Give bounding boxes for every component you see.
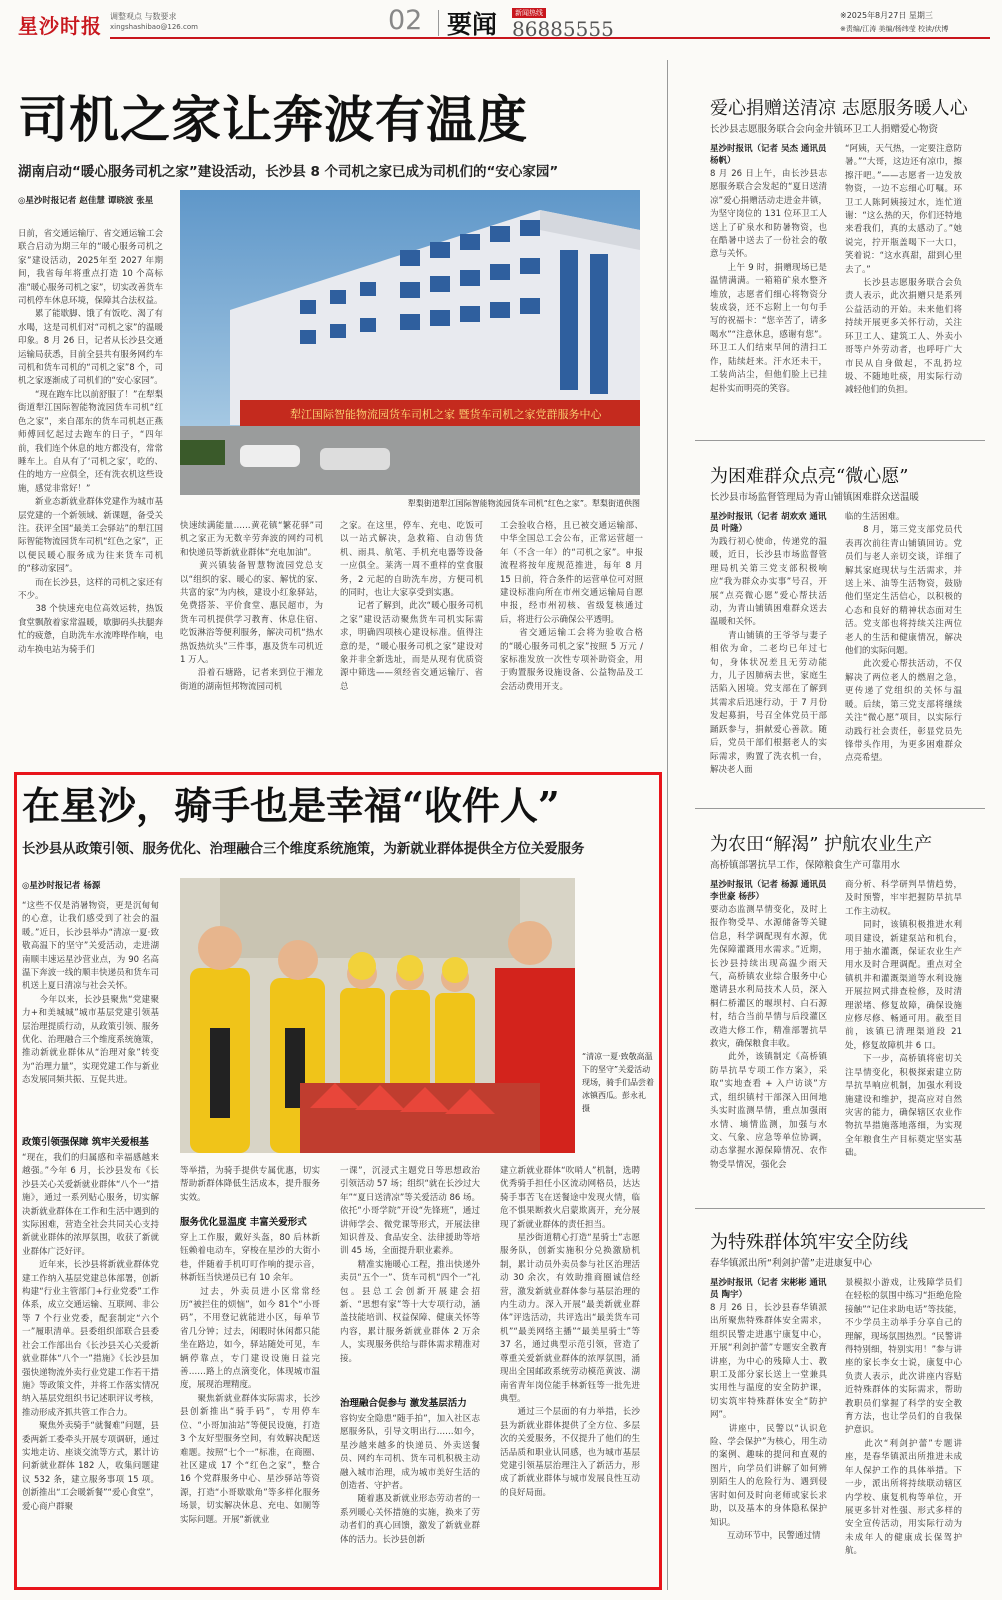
side4-body-col2: 景模拟小游戏，让残障学员们在轻松的氛围中练习“拒绝危险接触”“记住求助电话”等技能，不少学员主动举手分享自己的理解，现场氛围热烈。“民警讲得特别细，特别实用！”参与讲座的家长李女士说，康复中心负责人表示，此次讲座内容贴近特殊群体的实际需求，帮助教职员们掌握了科学的安全教育方法，也让学员们的自我保护意识。 此次“利剑护蕾”专题讲座，是春华镇派出所推进未成年人保护工作的具体举措。下一步，派出所将持续联动辖区内学校、康复机构等单位，开展更多针对性强、形式多样的安全宣传活动，用实际行动为未成年人的健康成长保驾护航。: [845, 1278, 962, 1557]
side4-subtitle: 春华镇派出所“利剑护蕾”走进康复中心: [710, 1258, 872, 1269]
side3-body-col1: 要动态监测旱情变化，及时上报作物受旱、水源储备等关键信息，科学调配现有水源，优先保障灌溉用水需求。”近期，长沙县持续出现高温少雨天气，高桥镇农业综合服务中心邀请县水利局技术人员，深入桐仁桥灌区的堰坝村、白石源村，结合当前旱情与后段灌区改造大修工作，精准部署抗旱救灾，确保粮食丰收。 此外，该镇制定《高桥镇防旱抗旱专项工作方案》，采取“实地查看 + 入户访谈”方式，组织镇村干部深入田间地头实时监测旱情，重点加强雨水情、墒情监测，加强与水文、气象、应急等单位协调，动态掌握水源保障情况、农作物受旱情况，强化会: [710, 905, 827, 1170]
side2-title: 为困难群众点亮“微心愿”: [710, 466, 909, 487]
article2-subhead3: 治理融合促参与 激发基层活力: [340, 1398, 467, 1409]
article2-subhead2: 服务优化显温度 丰富关爱形式: [180, 1217, 307, 1228]
masthead-divider: [438, 10, 439, 36]
side3-title: 为农田“解渴” 护航农业生产: [710, 834, 933, 855]
article1-subheadline: 湖南启动“暖心服务司机之家”建设活动，长沙县 8 个司机之家已成为司机们的“安心家园”: [18, 164, 559, 180]
side1-body-col2: “阿姨，天气热，一定要注意防暑。”“大哥，这边还有凉巾，擦擦汗吧。”——志愿者一边发放物资，一边不忘细心叮嘱。环卫工人陈阿姨接过水，连忙道谢：“这么热的天，你们还特地来看我们，真的太感动了。”她说完，拧开瓶盖喝下一大口，笑着说：“这水真甜，甜到心里去了。” 长沙县志愿服务联合会负责人表示，此次捐赠只是系列公益活动的开始。未来他们将持续开展更多关怀行动，关注环卫工人、建筑工人、外卖小哥等户外劳动者，也呼吁广大市民从自身做起，不乱扔垃圾、不随地吐痰，用实际行动减轻他们的负担。: [845, 144, 962, 396]
newspaper-logo: 星沙时报: [18, 14, 102, 38]
side-divider-1: [695, 440, 985, 441]
side1-title: 爱心捐赠送清凉 志愿服务暖人心: [710, 98, 968, 119]
side2-subtitle: 长沙县市场监督管理局为青山铺镇困难群众送温暖: [710, 492, 920, 503]
article1-headline: 司机之家让奔波有温度: [18, 90, 528, 149]
side1-body-col1: 8 月 26 日上午，由长沙县志愿服务联合会发起的“夏日送清凉”爱心捐赠活动走进金井镇，为坚守岗位的 131 位环卫工人送上了矿泉水和防暑物资，也在酷暑中送去了一份社会的敬意与关怀。 上午 9 时，捐赠现场已是温情满满。一箱箱矿泉水整齐堆放，志愿者们细心将物资分装成袋，还不忘附上一句句手写的祝福卡：“您辛苦了，请多喝水”“注意休息，感谢有您”。环卫工人们结束早间的清扫工作，陆续赶来。汗水还未干，工装尚沾尘，但他们脸上已挂起朴实而明亮的笑容。: [710, 169, 827, 394]
article2-subhead1: 政策引领强保障 筑牢关爱根基: [22, 1137, 149, 1148]
hotline-number: 86885555: [512, 17, 614, 41]
article1-body-col1: 日前，省交通运输厅、省交通运输工会联合启动为期三年的“暖心服务司机之家”建设活动，2025年至 2027 年期间，我省每年将重点打造 10 个高标准“暖心服务司机之家”，切实改善货车司机停车休息环境，保障其合法权益。 累了能歇脚、饿了有饭吃、渴了有水喝，这是司机们对“司机之家”的温暖印象。8 月 26 日，记者从长沙县交通运输局获悉，目前全县共有服务网约车司机和货车司机的“司机之家”8 个，司机之家逐渐成了司机们的“安心家园”。 “现在跑车比以前舒服了！”在犁梨街道犁江国际智能物流园货车司机“红色之家”，来自邵东的货车司机赵正燕师傅回忆起过去跑车的日子，“四年前，我们连个休息的地方都没有，常常睡车上。自从有了‘司机之家’，吃的、住的地方一应俱全，还有洗衣机这些设施，感觉非常好！” 新业态新就业群体党建作为城市基层党建的一个新领域、新课题，备受关注。获评全国“最美工会驿站”的犁江国际智能物流园货车司机“红色之家”，正以便民暖心服务成为往来货车司机的“移动家园”。 而在长沙县，这样的司机之家还有不少。 38 个快速充电位高效运转，热饭食堂飘散着家常温暖，歇脚码头扶腿奔忙的疲惫，自助洗车水流哗哗作响，电动车换电站为骑手们: [18, 229, 163, 655]
masthead-email: xingshashibao@126.com: [110, 23, 198, 31]
article2-body-col1: “现在，我们的归属感和幸福感越来越强。”今年 6 月，长沙县发布《长沙县关心关爱新就业群体“八个一”措施》，通过一系列贴心服务，切实解决新就业群体在工作和生活中遇到的实际困难，营造全社会共同关心支持新就业群体的浓厚氛围，收获了新就业群体广泛好评。 近年来，长沙县将新就业群体党建工作纳入基层党建总体部署，创新构建“行业主管部门+行业党委”工作体系，成立交通运输、互联网、非公等 7 个行业党委，配套制定“六个一”履职清单。县委组织部联合县委社会工作部出台《长沙县关心关爱新就业群体“八个一”措施》《长沙县加强快递物流外卖行业党建工作若干措施》等政策文件，并将工作落实情况纳入基层党组织书记述职评议考核，推动形成齐抓共管工作合力。 聚焦外卖骑手“就餐难”问题，县委两新工委牵头开展专项调研，通过实地走访、座谈交流等方式，累计访问新就业群体 182 人，收集问题建议 532 条，建立服务事项 15 项。创新推出“工会暖新餐”“爱心食堂”，爱心商户群聚: [22, 1153, 159, 1512]
side3-body-col2: 商分析、科学研判旱情趋势，及时预警，牢牢把握防旱抗旱工作主动权。 同时，该镇积极推进水利项目建设，新建泵站和机台，用于抽水灌溉，保证农业生产用水及时合理调配。重点对全镇机井和灌溉渠道等水利设施开展拉网式排查检修，及时清理淤堵、修复故障，确保设施应修尽修、畅通可用。截至目前，该镇已清理渠道段 21 处，修复故障机井 6 口。 下一步，高桥镇将密切关注旱情变化，积极探索建立防旱抗旱响应机制，加强水利设施建设和维护，提高应对自然灾害的能力，确保辖区农业作物抗旱措施落地落细，为实现全年粮食生产目标奠定坚实基础。: [845, 880, 962, 1159]
issue-date: ※2025年8月27日 星期三: [840, 11, 933, 20]
article1-byline: ◎星沙时报记者 赵佳慧 谭晓波 张星: [18, 196, 154, 206]
side2-byline: 星沙时报讯（记者 胡欢欢 通讯员 叶隆）: [710, 512, 827, 534]
article2-photo-caption: “清凉一夏·致敬高温下的坚守”关爱活动现场，骑手们品尝着冰镇西瓜。彭永礼 摄: [582, 1052, 654, 1113]
logistics-building-illustration: [180, 190, 640, 495]
side4-body-col1: 8 月 26 日，长沙县春华镇派出所聚焦特殊群体安全需求，组织民警走进惠宁康复中心，开展“利剑护蕾”专题安全教育讲座，为中心的残障人士、教职工及部分家长送上一堂兼具实用性与温度的安全防护课，切实筑牢特殊群体安全“防护网”。 讲座中，民警以“认识危险、学会保护”为核心，用生动的案例、趣味的提问和直观的图片，向学员们讲解了如何辨别陌生人的危险行为、遇到侵害时如何及时向老师或家长求助，以及基本的身体隐私保护知识。 互动环节中，民警通过情: [710, 1303, 827, 1541]
article1-body-col3: 之家。在这里，停车、充电、吃饭可以一站式解决，急救箱、自动售货机、雨具、航笔、手机充电器等设备一应俱全。莱湾一周不重样的堂食服务，2 元起的自助洗车房，方便司机的同时，也让大家享受到实惠。 记者了解到，此次“暖心服务司机之家”建设活动聚焦货车司机实际需求，明确四项核心建设标准。值得注意的是，“暖心服务司机之家”建设对象并非全新选址，而是从现有优质资源中筛选——须经省交通运输厅、省总: [340, 521, 483, 692]
page-number: 02: [388, 5, 423, 36]
building-sign: 犁江国际智能物流园货车司机之家 暨货车司机之家党群服务中心: [290, 408, 602, 421]
side3-subtitle: 高桥镇部署抗旱工作，保障粮食生产可靠用水: [710, 860, 901, 871]
side2-body-col2: 临的生活困难。 8 月，第三党支部党员代表再次前往青山铺镇回访。党员们与老人亲切交谈，详细了解其家庭现状与生活需求，并送上米、油等生活物资，鼓励他们坚定生活信心，以积极的心态和良好的精神状态面对生活。党支部也将持续关注两位老人的生活和健康情况，解决他们的实际问题。 此次爱心帮扶活动，不仅解决了两位老人的燃眉之急，更传递了党组织的关怀与温暖。后续，第三党支部将继续关注“微心愿”项目，以实际行动践行社会责任，彰显党员先锋带头作用，为更多困难群众点亮希望。: [845, 512, 962, 764]
side3-byline: 星沙时报讯（记者 杨源 通讯员 李世豪 杨莎）: [710, 880, 827, 902]
masthead-slogan: 调整观点 与数要求: [110, 12, 177, 21]
section-name: 要闻: [447, 10, 498, 39]
article1-photo: [180, 190, 640, 495]
vertical-column-rule: [667, 60, 668, 1590]
article2-body-col2a: 等举措，为骑手提供专属优惠，切实帮助新群体降低生活成本，提升服务实效。: [180, 1166, 320, 1203]
side1-byline: 星沙时报讯（记者 吴杰 通讯员 杨帆）: [710, 144, 827, 166]
article2-subheadline: 长沙县从政策引领、服务优化、治理融合三个维度系统施策，为新就业群体提供全方位关爱服务: [22, 842, 585, 857]
article2-body-col4: 建立新就业群体“吹哨人”机制，选聘优秀骑手担任小区流动网格员，达达骑手事苦飞在送餐途中发现火情，临危不惧果断救火启蒙欺离开，充分展现了新就业群体的责任担当。 星沙街道精心打造“星骑士”志愿服务队，创新实施积分兑换激励机制，累计动员外卖员参与社区治理活动 30 余次，有效助推商圈诚信经营，激发新就业群体参与基层治理的内生动力。深入开展“最美新就业群体”评选活动，共评选出“最美货车司机”“最美网络主播”“最美星骑士”等 37 名，通过典型示范引领，营造了尊重关爱新就业群体的浓厚氛围，涌现出全国邮政系统劳动模范黄波、湖南省青年岗位能手林新钰等一批先进典型。 通过三个层面的有力举措，长沙县为新就业群体提供了全方位、多层次的关爱服务，不仅提升了他们的生活品质和职业认同感，也为城市基层党建引领基层治理注入了新活力，形成了新就业群体与城市发展良性互动的良好局面。: [500, 1166, 640, 1498]
article2-body-col2b: 穿上工作服，戴好头盔，80 后林新钰赖着电动车，穿梭在星沙的大街小巷，伴随着手机叮叮作响的提示音，林新钰当快递员已有 10 余年。 过去，外卖员进小区常常经历“被拦住的烦恼”，如今 81个“小哥码”，不用登记就能进小区，每单节省几分钟；过去，闲暇时休闲都只能坐在路边，如今，驿站随处可见，车辆停靠点，专门建设设施日益完善……路上的点滴变化，体现城市温度，展现治理精度。 聚焦新就业群体实际需求，长沙县创新推出“骑手码”，专用停车位、“小哥加油站”等便民设施，打造 3 个友好型服务空间，有效解决配送难题。按照“七个一”标准，在商圈、社区建成 17 个“红色之家”，整合 16 个党群服务中心、星沙驿站等资源，打造“小哥歇歇角”等多样化服务场景，切实解决休息、充电、如厕等实际问题。开展“新就业: [180, 1233, 320, 1525]
article2-headline: 在星沙，骑手也是幸福“收件人”: [22, 783, 560, 828]
article1-body-col4: 工会验收合格，且已被交通运输部、中华全国总工会公布，正常运营超一年（不含一年）的“司机之家”。申报流程将按年度规范推进，每年 8 月 15 日前，符合条件的运营单位可对照建设标准向所在市州交通运输局自愿申报，经市州初核、省级复核通过后，将进行公示确保公平透明。 省交通运输工会将为验收合格的“暖心服务司机之家”按照 5 万元 / 家标准发放一次性专项补助资金，用于购置服务设施设备、公益物品及工会活动费用开支。: [500, 521, 643, 692]
riders-watermelon-illustration: [180, 878, 575, 1153]
article2-intro: “这些不仅是消暑物资，更是沉甸甸的心意，让我们感受到了社会的温暖。”近日，长沙县举办“清凉一夏·致敬高温下的坚守”关爱活动，走进湖南顺丰速运星沙营业点，为 90 名高温下奔波一线的顺丰快递员和货车司机送上夏日清凉与社会关怀。 今年以来，长沙县聚焦“党建聚力+和美城城”城市基层党建引领基层治理提质行动，从政策引领、服务优化、治理融合三个维度系统施策，推动新就业群体从“治理对象”转变为“治理力量”，实现党建工作与新业态发展同频共振、互促共进。: [22, 901, 159, 1086]
side4-title: 为特殊群体筑牢安全防线: [710, 1232, 908, 1253]
hotline-label: 新闻热线: [512, 8, 546, 18]
article1-body-col2: 快速续满能量……黄花镇“繁花驿”司机之家正为无数辛劳奔波的网约司机和快递员等新就业群体“充电加油”。 黄兴镇装备智慧物流园党总支以“组织的家、暖心的家、解忧的家、共富的家”为内核，建设小红象驿站，免费搭茶、平价食堂、惠民超市，为货车司机提供学习教育、休息住宿、吃饭淋浴等便利服务，解决司机“热水热饭热炕头”三件事，惠及货车司机近 1 万人。 沿着石塘路，记者来到位于湘龙街道的湖南恒邦物流园司机: [180, 521, 323, 692]
side4-byline: 星沙时报讯（记者 宋彬彬 通讯员 陶宇）: [710, 1278, 827, 1300]
article2-byline: ◎星沙时报记者 杨源: [22, 881, 101, 891]
side-divider-3: [695, 1208, 985, 1209]
article2-body-col3b: 容钧安全隐患“随手拍”，加入社区志愿服务队，引导文明出行……如今，星沙越来越多的快递员、外卖送餐员、网约车司机、货车司机积极主动融入城市治理，成为城市美好生活的创造者、守护者。 随着惠及新就业形态劳动者的一系列暖心关怀措施的实施，换来了劳动者们的真心回馈，激发了新就业群体的活力。长沙县创新: [340, 1414, 480, 1545]
side1-subtitle: 长沙县志愿服务联合会向金井镇环卫工人捐赠爱心物资: [710, 124, 939, 135]
side2-body-col1: 为践行初心使命，传递党的温暖，近日，长沙县市场监督管理局机关第三党支部积极响应“我为群众办实事”号召，开展“点亮微心愿”爱心帮扶活动，为青山铺镇困难群众送去温暖和关怀。 青山铺镇的王爷爷与妻子相依为命，二老均已年过七旬，身体状况差且无劳动能力，儿子因肺病去世，家庭生活陷入困境。党支部在了解到其需求后迅速行动，于 7 月份发起募捐，号召全体党员干部踊跃参与，捐献爱心善款。随后，党员干部们根据老人的实际需求，购置了洗衣机一台，解决老人面: [710, 537, 827, 775]
article2-photo: [180, 878, 575, 1153]
editor-credits: ※责编/江涛 美编/杨纬莹 校读/伏博: [840, 25, 949, 33]
article2-body-col3a: 一课”，沉浸式主题党日等思想政治引领活动 57 场；组织“就在长沙过大年”“夏日送清凉”等关爱活动 86 场。依托“小哥学院”开设“先锋班”，通过讲师学会、微党课等形式，开展法律知识普及、食品安全、法律援助等培训 45 场，全面提升职业素养。 精准实施暖心工程，推出快递外卖员“五个一”、货车司机“四个一”礼包。县总工会创新开展建会招新、“思想有家”等十大专项行动，涵盖技能培训、权益保障、健康关怀等内容，累计服务新就业群体 2 万余人，实现服务供给与群体需求精准对接。: [340, 1166, 480, 1364]
article1-photo-caption: 犁梨街道犁江国际智能物流园货车司机“红色之家”。犁梨街道供图: [407, 499, 640, 508]
side-divider-2: [695, 808, 985, 809]
